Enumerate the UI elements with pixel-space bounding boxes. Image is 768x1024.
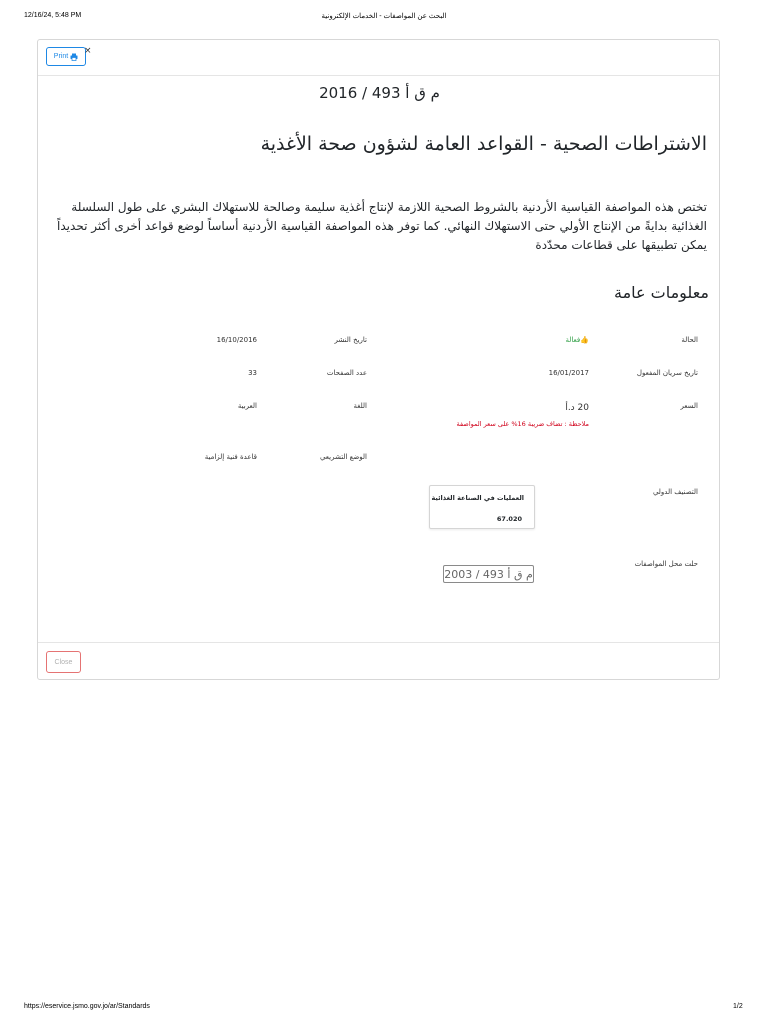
standard-code: م ق أ 493 / 2016 bbox=[319, 84, 440, 102]
printer-icon bbox=[70, 53, 78, 61]
modal-header bbox=[38, 40, 719, 76]
language-label: اللغة bbox=[353, 402, 367, 410]
price-tax-note: ملاحظة : تضاف ضريبة 16% على سعر المواصفة bbox=[456, 420, 589, 428]
print-button[interactable] bbox=[46, 47, 86, 66]
price-value: 20 د.أ bbox=[565, 403, 589, 413]
effective-date-label: تاريخ سريان المفعول bbox=[636, 369, 698, 377]
standard-details-modal bbox=[37, 39, 720, 680]
pages-value: 33 bbox=[248, 369, 257, 377]
replaced-standard-link[interactable]: م ق أ 493 / 2003 bbox=[443, 565, 534, 583]
replaces-label: حلت محل المواصفات bbox=[634, 560, 698, 568]
standard-description: تختص هذه المواصفة القياسية الأردنية بالشروط الصحية اللازمة لإنتاج أغذية سليمة وصالحة للاستهلاك البشري على طول السلسلة الغذائية بدايةً من الإنتاج الأولي حتى الاستهلاك النهائي. كما توفر هذه المواصفة القياسية الأردنية أساساً لوضع قواعد أخرى أكثر تحديداً يمكن تطبيقها على قطاعات محدّدة bbox=[57, 200, 707, 252]
ics-card[interactable] bbox=[429, 485, 535, 529]
print-page-title: البحث عن المواصفات - الخدمات الإلكترونية bbox=[321, 13, 447, 20]
status-label: الحالة bbox=[681, 336, 698, 344]
print-url: https://eservice.jsmo.gov.jo/ar/Standards bbox=[24, 1003, 150, 1010]
thumbs-up-icon: 👍 bbox=[580, 336, 589, 344]
print-datetime: 12/16/24, 5:48 PM bbox=[24, 12, 82, 19]
publish-date-value: 16/10/2016 bbox=[216, 336, 257, 344]
language-value: العربية bbox=[237, 402, 257, 410]
close-button[interactable]: Close bbox=[46, 651, 81, 673]
print-page-number: 1/2 bbox=[733, 1003, 743, 1010]
publish-date-label: تاريخ النشر bbox=[334, 336, 367, 344]
legal-status-label: الوضع التشريعي bbox=[319, 453, 367, 461]
ics-card-title: العمليات في الصناعة الغذائية bbox=[431, 494, 524, 502]
price-label: السعر bbox=[680, 402, 698, 410]
modal-footer-divider bbox=[38, 642, 719, 643]
print-button-label: Print bbox=[53, 53, 69, 60]
close-x-icon[interactable]: × bbox=[84, 46, 92, 56]
ics-label: التصنيف الدولي bbox=[652, 488, 698, 496]
standard-title: الاشتراطات الصحية - القواعد العامة لشؤون صحة الأغذية bbox=[260, 133, 707, 155]
effective-date-value: 16/01/2017 bbox=[548, 369, 589, 377]
status-value: 👍فعالة bbox=[565, 336, 589, 344]
pages-label: عدد الصفحات bbox=[326, 369, 367, 377]
section-title-general-info: معلومات عامة bbox=[613, 283, 709, 302]
legal-status-value: قاعدة فنية إلزامية bbox=[204, 453, 257, 461]
ics-card-code: 67.020 bbox=[496, 515, 522, 523]
